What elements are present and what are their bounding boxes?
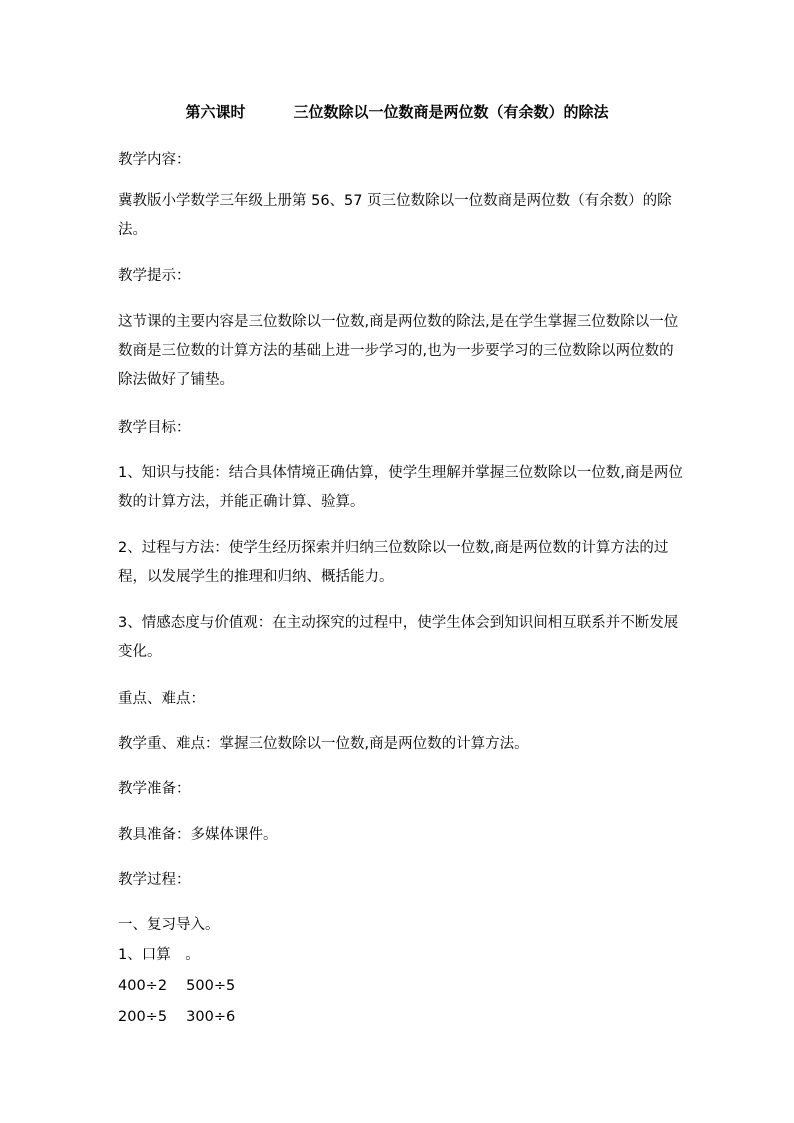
content-text: 冀教版小学数学三年级上册第 56、57 页三位数除以一位数商是两位数（有余数）的除法。 [118, 193, 672, 238]
goal-item-1: 1、知识与技能：结合具体情境正确估算，使学生理解并掌握三位数除以一位数,商是两位数的计算方法，并能正确计算、验算。 [118, 465, 683, 510]
goal-item-2: 2、过程与方法：使学生经历探索并归纳三位数除以一位数,商是两位数的计算方法的过程，以发展学生的推理和归纳、概括能力。 [118, 540, 669, 585]
goal-item-3: 3、情感态度与价值观：在主动探究的过程中，使学生体会到知识间相互联系并不断发展变化。 [118, 615, 679, 660]
hint-text: 这节课的主要内容是三位数除以一位数,商是两位数的除法,是在学生掌握三位数除以一位数商是三位数的计算方法的基础上进一步学习的,也为一步要学习的三位数除以两位数的除法做好了铺垫。 [118, 314, 679, 388]
oral-calc-row-2: 200÷5 300÷6 [118, 1009, 236, 1025]
lesson-title [0, 101, 794, 123]
key-text: 教学重、难点：掌握三位数除以一位数,商是两位数的计算方法。 [118, 736, 529, 752]
process-item-1: 1、口算 。 [118, 947, 200, 963]
content-label: 教学内容： [118, 152, 191, 168]
lesson-number: 第六课时 [185, 103, 246, 121]
goals-label: 教学目标： [118, 420, 191, 436]
prep-text: 教具准备：多媒体课件。 [118, 827, 278, 843]
prep-label: 教学准备： [118, 781, 191, 797]
hint-label: 教学提示： [118, 268, 191, 284]
key-label: 重点、难点： [118, 691, 205, 707]
oral-calc-row-1: 400÷2 500÷5 [118, 978, 236, 994]
lesson-topic: 三位数除以一位数商是两位数（有余数）的除法 [293, 103, 609, 121]
process-section-1: 一、复习导入。 [118, 917, 220, 933]
process-label: 教学过程： [118, 872, 191, 888]
